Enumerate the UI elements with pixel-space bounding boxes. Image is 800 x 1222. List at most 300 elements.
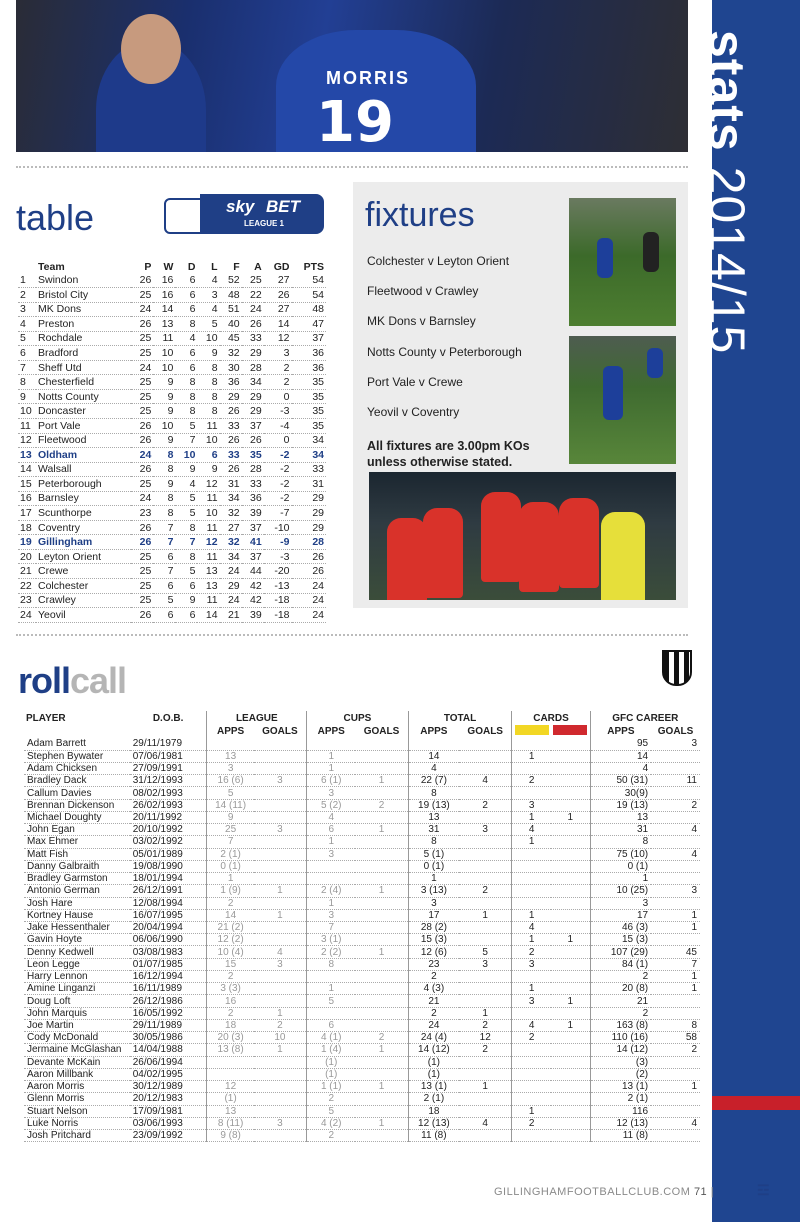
position-cell: 14	[18, 462, 36, 477]
sponsor-league: LEAGUE 1	[244, 219, 285, 228]
cups-apps-header: APPS	[307, 725, 356, 738]
stat-cell: 12	[197, 535, 219, 550]
cups-goals-cell	[355, 1093, 408, 1105]
cups-goals-cell: 1	[355, 775, 408, 787]
stat-cell: 27	[264, 302, 292, 317]
position-cell: 20	[18, 549, 36, 564]
player-name-cell: Doug Loft	[24, 995, 130, 1007]
red-cards-cell	[551, 1081, 590, 1093]
total-apps-cell: 5 (1)	[408, 848, 459, 860]
total-goals-cell	[459, 787, 512, 799]
red-cards-cell	[551, 909, 590, 921]
career-apps-cell: 0 (1)	[590, 860, 651, 872]
cups-goals-cell	[355, 922, 408, 934]
team-cell: Swindon	[36, 273, 131, 288]
stat-cell: 10	[197, 506, 219, 521]
stat-cell: 33	[292, 462, 326, 477]
player-name-cell: Glenn Morris	[24, 1093, 130, 1105]
career-apps-cell: 50 (31)	[590, 775, 651, 787]
table-row	[18, 593, 326, 608]
yellow-cards-cell	[512, 885, 551, 897]
career-goals-cell	[651, 1056, 700, 1068]
table-row	[18, 448, 326, 463]
stat-cell: 6	[153, 549, 175, 564]
career-apps-cell: 1	[590, 873, 651, 885]
league-apps-cell: 25	[207, 824, 254, 836]
career-goals-cell	[651, 836, 700, 848]
table-row	[18, 389, 326, 404]
player-name-cell: Adam Barrett	[24, 738, 130, 750]
stat-cell: 5	[175, 506, 197, 521]
red-cards-cell	[551, 1117, 590, 1129]
career-goals-cell	[651, 1068, 700, 1080]
career-goals-cell: 3	[651, 738, 700, 750]
team-cell: Preston	[36, 317, 131, 332]
career-goals-cell: 4	[651, 824, 700, 836]
col-w: W	[163, 260, 174, 273]
career-apps-cell: 46 (3)	[590, 922, 651, 934]
table-row	[18, 608, 326, 623]
cups-apps-cell	[307, 873, 356, 885]
total-apps-header: APPS	[408, 725, 459, 738]
career-goals-cell	[651, 995, 700, 1007]
table-row	[24, 1117, 700, 1129]
league-table-header	[18, 260, 326, 273]
table-row	[18, 273, 326, 288]
cups-apps-cell: 1 (1)	[307, 1081, 356, 1093]
table-row	[24, 995, 700, 1007]
stat-cell: 25	[131, 578, 153, 593]
stat-cell: -10	[264, 520, 292, 535]
cups-apps-cell: (1)	[307, 1068, 356, 1080]
stat-cell: 8	[175, 549, 197, 564]
league-goals-cell: 4	[254, 946, 307, 958]
stat-cell: 45	[220, 331, 242, 346]
cups-goals-cell	[355, 860, 408, 872]
yellow-cards-cell	[512, 897, 551, 909]
league-apps-cell	[207, 1056, 254, 1068]
dob-cell: 20/04/1994	[130, 922, 207, 934]
dob-cell: 18/01/1994	[130, 873, 207, 885]
stat-cell: 14	[264, 317, 292, 332]
stat-cell: 35	[292, 404, 326, 419]
red-cards-cell	[551, 1130, 590, 1142]
stat-cell: 6	[175, 608, 197, 623]
league-apps-cell: 12	[207, 1081, 254, 1093]
dob-cell: 12/08/1994	[130, 897, 207, 909]
stat-cell: 31	[292, 477, 326, 492]
table-row	[24, 811, 700, 823]
stat-cell: 25	[131, 477, 153, 492]
stat-cell: 24	[292, 593, 326, 608]
total-apps-cell: 15 (3)	[408, 934, 459, 946]
player-name-cell: John Marquis	[24, 1007, 130, 1019]
career-apps-cell: 11 (8)	[590, 1130, 651, 1142]
league-apps-cell: 0 (1)	[207, 860, 254, 872]
career-apps-cell: 2	[590, 1007, 651, 1019]
stat-cell: 3	[264, 346, 292, 361]
table-row	[24, 1105, 700, 1117]
career-goals-cell: 2	[651, 1044, 700, 1056]
total-goals-cell	[459, 1093, 512, 1105]
career-goals-cell	[651, 787, 700, 799]
table-row	[24, 799, 700, 811]
league-goals-cell	[254, 836, 307, 848]
career-goals-cell: 1	[651, 922, 700, 934]
team-cell: Crewe	[36, 564, 131, 579]
sidebar-title-bold: stats	[699, 30, 755, 152]
table-row	[24, 1019, 700, 1031]
career-goals-cell: 3	[651, 885, 700, 897]
stat-cell: -20	[264, 564, 292, 579]
table-row	[24, 983, 700, 995]
stat-cell: -2	[264, 477, 292, 492]
yellow-cards-cell: 1	[512, 750, 551, 762]
career-apps-header: APPS	[590, 725, 651, 738]
career-goals-cell	[651, 1105, 700, 1117]
total-apps-cell: 21	[408, 995, 459, 1007]
footer-club-icon: ☲	[757, 1182, 770, 1198]
career-goals-cell	[651, 1130, 700, 1142]
league-apps-cell: 2	[207, 897, 254, 909]
yellow-cards-cell: 1	[512, 909, 551, 921]
stat-cell: 42	[242, 578, 264, 593]
dob-cell: 26/02/1993	[130, 799, 207, 811]
total-apps-cell: 8	[408, 836, 459, 848]
player-name-cell: Brennan Dickenson	[24, 799, 130, 811]
league-table	[18, 260, 326, 623]
dob-cell: 20/11/1992	[130, 811, 207, 823]
group-total: TOTAL	[408, 711, 512, 725]
career-apps-cell: 15 (3)	[590, 934, 651, 946]
stat-cell: 4	[197, 302, 219, 317]
stat-cell: 8	[197, 360, 219, 375]
stat-cell: 4	[197, 273, 219, 288]
stat-cell: 24	[131, 360, 153, 375]
total-apps-cell: (1)	[408, 1056, 459, 1068]
table-row	[18, 360, 326, 375]
total-goals-header: GOALS	[467, 726, 503, 737]
cups-goals-cell: 1	[355, 1117, 408, 1129]
stat-cell: 54	[292, 273, 326, 288]
total-goals-cell	[459, 922, 512, 934]
team-celebration-photo	[369, 472, 676, 600]
team-cell: MK Dons	[36, 302, 131, 317]
career-apps-cell: 21	[590, 995, 651, 1007]
stat-cell: 24	[131, 448, 153, 463]
league-apps-cell: 3	[207, 762, 254, 774]
stat-cell: 14	[153, 302, 175, 317]
table-row	[18, 535, 326, 550]
sky-bet-league-1-logo	[164, 192, 324, 238]
position-cell: 21	[18, 564, 36, 579]
player-name-cell: Cody McDonald	[24, 1032, 130, 1044]
dob-cell: 14/04/1988	[130, 1044, 207, 1056]
stat-cell: 13	[197, 564, 219, 579]
table-row	[18, 331, 326, 346]
stat-cell: 51	[220, 302, 242, 317]
col-f: F	[233, 260, 240, 273]
career-apps-cell: 84 (1)	[590, 958, 651, 970]
red-cards-cell	[551, 750, 590, 762]
total-goals-cell	[459, 1056, 512, 1068]
total-goals-cell: 1	[459, 1081, 512, 1093]
stat-cell: 27	[264, 273, 292, 288]
total-goals-cell: 4	[459, 775, 512, 787]
total-apps-cell: 18	[408, 1105, 459, 1117]
stat-cell: 4	[175, 477, 197, 492]
yellow-cards-cell: 2	[512, 946, 551, 958]
career-goals-cell: 1	[651, 909, 700, 921]
league-goals-cell: 1	[254, 885, 307, 897]
stat-cell: 33	[242, 331, 264, 346]
cups-goals-cell	[355, 873, 408, 885]
stat-cell: 29	[292, 491, 326, 506]
table-row	[18, 418, 326, 433]
career-goals-cell: 1	[651, 1081, 700, 1093]
red-cards-cell	[551, 873, 590, 885]
match-photo-2	[569, 336, 676, 464]
dob-cell: 23/09/1992	[130, 1130, 207, 1142]
dob-cell: 16/07/1995	[130, 909, 207, 921]
stat-cell: 8	[175, 520, 197, 535]
stat-cell: 36	[242, 491, 264, 506]
position-cell: 23	[18, 593, 36, 608]
league-goals-cell: 1	[254, 1044, 307, 1056]
career-goals-cell: 2	[651, 799, 700, 811]
table-row	[18, 578, 326, 593]
league-goals-cell: 3	[254, 775, 307, 787]
cups-apps-cell: (1)	[307, 1056, 356, 1068]
career-apps-cell: 12 (13)	[590, 1117, 651, 1129]
stat-cell: 30	[220, 360, 242, 375]
league-goals-cell	[254, 799, 307, 811]
group-cards: CARDS	[512, 711, 590, 725]
sponsor-badge	[200, 194, 324, 234]
position-cell: 7	[18, 360, 36, 375]
cups-apps-cell: 8	[307, 958, 356, 970]
league-apps-cell: 10 (4)	[207, 946, 254, 958]
career-apps-cell: 30(9)	[590, 787, 651, 799]
table-row	[24, 787, 700, 799]
rollcall-heading-call: call	[70, 660, 127, 701]
stat-cell: 29	[242, 346, 264, 361]
sidebar-title-season: 2014/15	[699, 151, 755, 355]
stat-cell: 6	[175, 288, 197, 303]
stat-cell: 6	[175, 273, 197, 288]
stat-cell: 34	[292, 433, 326, 448]
cups-goals-cell	[355, 1105, 408, 1117]
hero-player-head	[121, 14, 181, 84]
career-apps-cell: (2)	[590, 1068, 651, 1080]
team-cell: Yeovil	[36, 608, 131, 623]
team-cell: Walsall	[36, 462, 131, 477]
table-row	[24, 970, 700, 982]
col-dob: D.O.B.	[152, 712, 184, 724]
career-apps-cell: 75 (10)	[590, 848, 651, 860]
cups-apps-cell: 5	[307, 1105, 356, 1117]
cups-goals-cell	[355, 1056, 408, 1068]
career-apps-cell: 14 (12)	[590, 1044, 651, 1056]
stat-cell: 33	[220, 448, 242, 463]
yellow-cards-cell	[512, 970, 551, 982]
league-goals-cell	[254, 897, 307, 909]
stat-cell: 14	[197, 608, 219, 623]
cups-apps-cell: 2	[307, 1093, 356, 1105]
yellow-cards-cell: 1	[512, 811, 551, 823]
stat-cell: 40	[220, 317, 242, 332]
player-name-cell: Aaron Morris	[24, 1081, 130, 1093]
yellow-cards-cell	[512, 1044, 551, 1056]
league-goals-cell	[254, 1056, 307, 1068]
stat-cell: -3	[264, 549, 292, 564]
player-name-cell: Callum Davies	[24, 787, 130, 799]
career-goals-cell: 8	[651, 1019, 700, 1031]
red-cards-cell	[551, 970, 590, 982]
dob-cell: 17/09/1981	[130, 1105, 207, 1117]
table-row	[24, 909, 700, 921]
table-row	[18, 462, 326, 477]
cups-goals-cell: 1	[355, 1081, 408, 1093]
stat-cell: 0	[264, 389, 292, 404]
cups-goals-cell	[355, 909, 408, 921]
red-cards-cell: 1	[551, 1019, 590, 1031]
league-apps-cell: 8 (11)	[207, 1117, 254, 1129]
career-apps-cell: 14	[590, 750, 651, 762]
stat-cell: 9	[197, 462, 219, 477]
fixtures-note: All fixtures are 3.00pm KOs unless otherwise stated.	[367, 439, 530, 469]
position-cell: 24	[18, 608, 36, 623]
total-goals-cell	[459, 1130, 512, 1142]
yellow-cards-cell	[512, 848, 551, 860]
stat-cell: 8	[197, 375, 219, 390]
stat-cell: -4	[264, 418, 292, 433]
stat-cell: 24	[220, 593, 242, 608]
league-apps-cell: 16	[207, 995, 254, 1007]
stat-cell: 6	[153, 578, 175, 593]
stat-cell: -2	[264, 491, 292, 506]
position-cell: 18	[18, 520, 36, 535]
league-goals-cell	[254, 750, 307, 762]
total-goals-cell: 1	[459, 1007, 512, 1019]
dob-cell: 04/02/1995	[130, 1068, 207, 1080]
player-name-cell: Bradley Dack	[24, 775, 130, 787]
table-row	[24, 922, 700, 934]
league-goals-cell: 3	[254, 824, 307, 836]
fixture-item: MK Dons v Barnsley	[367, 314, 476, 329]
stat-cell: 37	[292, 331, 326, 346]
stat-cell: 7	[153, 564, 175, 579]
red-cards-cell	[551, 1105, 590, 1117]
yellow-cards-cell: 4	[512, 824, 551, 836]
total-goals-cell	[459, 811, 512, 823]
stat-cell: 10	[197, 331, 219, 346]
stat-cell: 23	[131, 506, 153, 521]
stat-cell: 11	[153, 331, 175, 346]
fixture-item: Colchester v Leyton Orient	[367, 254, 510, 268]
stat-cell: 24	[292, 578, 326, 593]
stat-cell: 6	[175, 360, 197, 375]
table-row	[18, 346, 326, 361]
cups-goals-cell: 1	[355, 946, 408, 958]
career-apps-cell: 110 (16)	[590, 1032, 651, 1044]
stat-cell: 11	[197, 491, 219, 506]
stat-cell: 25	[131, 404, 153, 419]
yellow-cards-cell	[512, 1068, 551, 1080]
rollcall-group-header	[24, 711, 700, 725]
league-goals-cell: 3	[254, 1117, 307, 1129]
red-cards-cell	[551, 1093, 590, 1105]
stat-cell: 26	[131, 462, 153, 477]
career-goals-cell: 11	[651, 775, 700, 787]
table-row	[24, 1044, 700, 1056]
red-cards-cell	[551, 1044, 590, 1056]
rollcall-table	[24, 711, 700, 1142]
stat-cell: 41	[242, 535, 264, 550]
total-apps-cell: 1	[408, 873, 459, 885]
sponsor-sky: sky	[226, 197, 255, 216]
stat-cell: 27	[220, 520, 242, 535]
team-cell: Gillingham	[36, 535, 131, 550]
red-cards-cell	[551, 775, 590, 787]
yellow-cards-cell: 3	[512, 995, 551, 1007]
yellow-cards-cell	[512, 860, 551, 872]
total-apps-cell: 19 (13)	[408, 799, 459, 811]
stat-cell: 12	[264, 331, 292, 346]
team-cell: Notts County	[36, 389, 131, 404]
league-goals-cell	[254, 787, 307, 799]
stat-cell: 10	[197, 433, 219, 448]
stat-cell: 33	[220, 418, 242, 433]
player-name-cell: Stephen Bywater	[24, 750, 130, 762]
position-cell: 11	[18, 418, 36, 433]
cups-goals-cell	[355, 738, 408, 750]
table-row	[24, 750, 700, 762]
cups-goals-cell	[355, 983, 408, 995]
stat-cell: 32	[220, 506, 242, 521]
table-row	[24, 934, 700, 946]
league-apps-cell: (1)	[207, 1093, 254, 1105]
stat-cell: 25	[242, 273, 264, 288]
cups-apps-cell: 1	[307, 762, 356, 774]
stat-cell: 39	[242, 608, 264, 623]
position-cell: 10	[18, 404, 36, 419]
total-apps-cell	[408, 738, 459, 750]
table-row	[24, 946, 700, 958]
career-apps-cell: 3	[590, 897, 651, 909]
yellow-cards-cell	[512, 1081, 551, 1093]
stat-cell: 8	[175, 404, 197, 419]
table-row	[24, 1007, 700, 1019]
stat-cell: 42	[242, 593, 264, 608]
stat-cell: 24	[220, 564, 242, 579]
stat-cell: 24	[242, 302, 264, 317]
total-apps-cell: 24 (4)	[408, 1032, 459, 1044]
cups-apps-cell: 1	[307, 750, 356, 762]
league-goals-cell	[254, 762, 307, 774]
red-cards-cell	[551, 946, 590, 958]
league-goals-cell	[254, 1105, 307, 1117]
player-name-cell: Jermaine McGlashan	[24, 1044, 130, 1056]
league-goals-cell	[254, 970, 307, 982]
yellow-cards-cell	[512, 1130, 551, 1142]
stat-cell: 25	[131, 375, 153, 390]
stat-cell: 9	[153, 433, 175, 448]
stat-cell: 24	[131, 491, 153, 506]
total-goals-cell	[459, 873, 512, 885]
team-cell: Barnsley	[36, 491, 131, 506]
total-apps-cell: 13 (1)	[408, 1081, 459, 1093]
